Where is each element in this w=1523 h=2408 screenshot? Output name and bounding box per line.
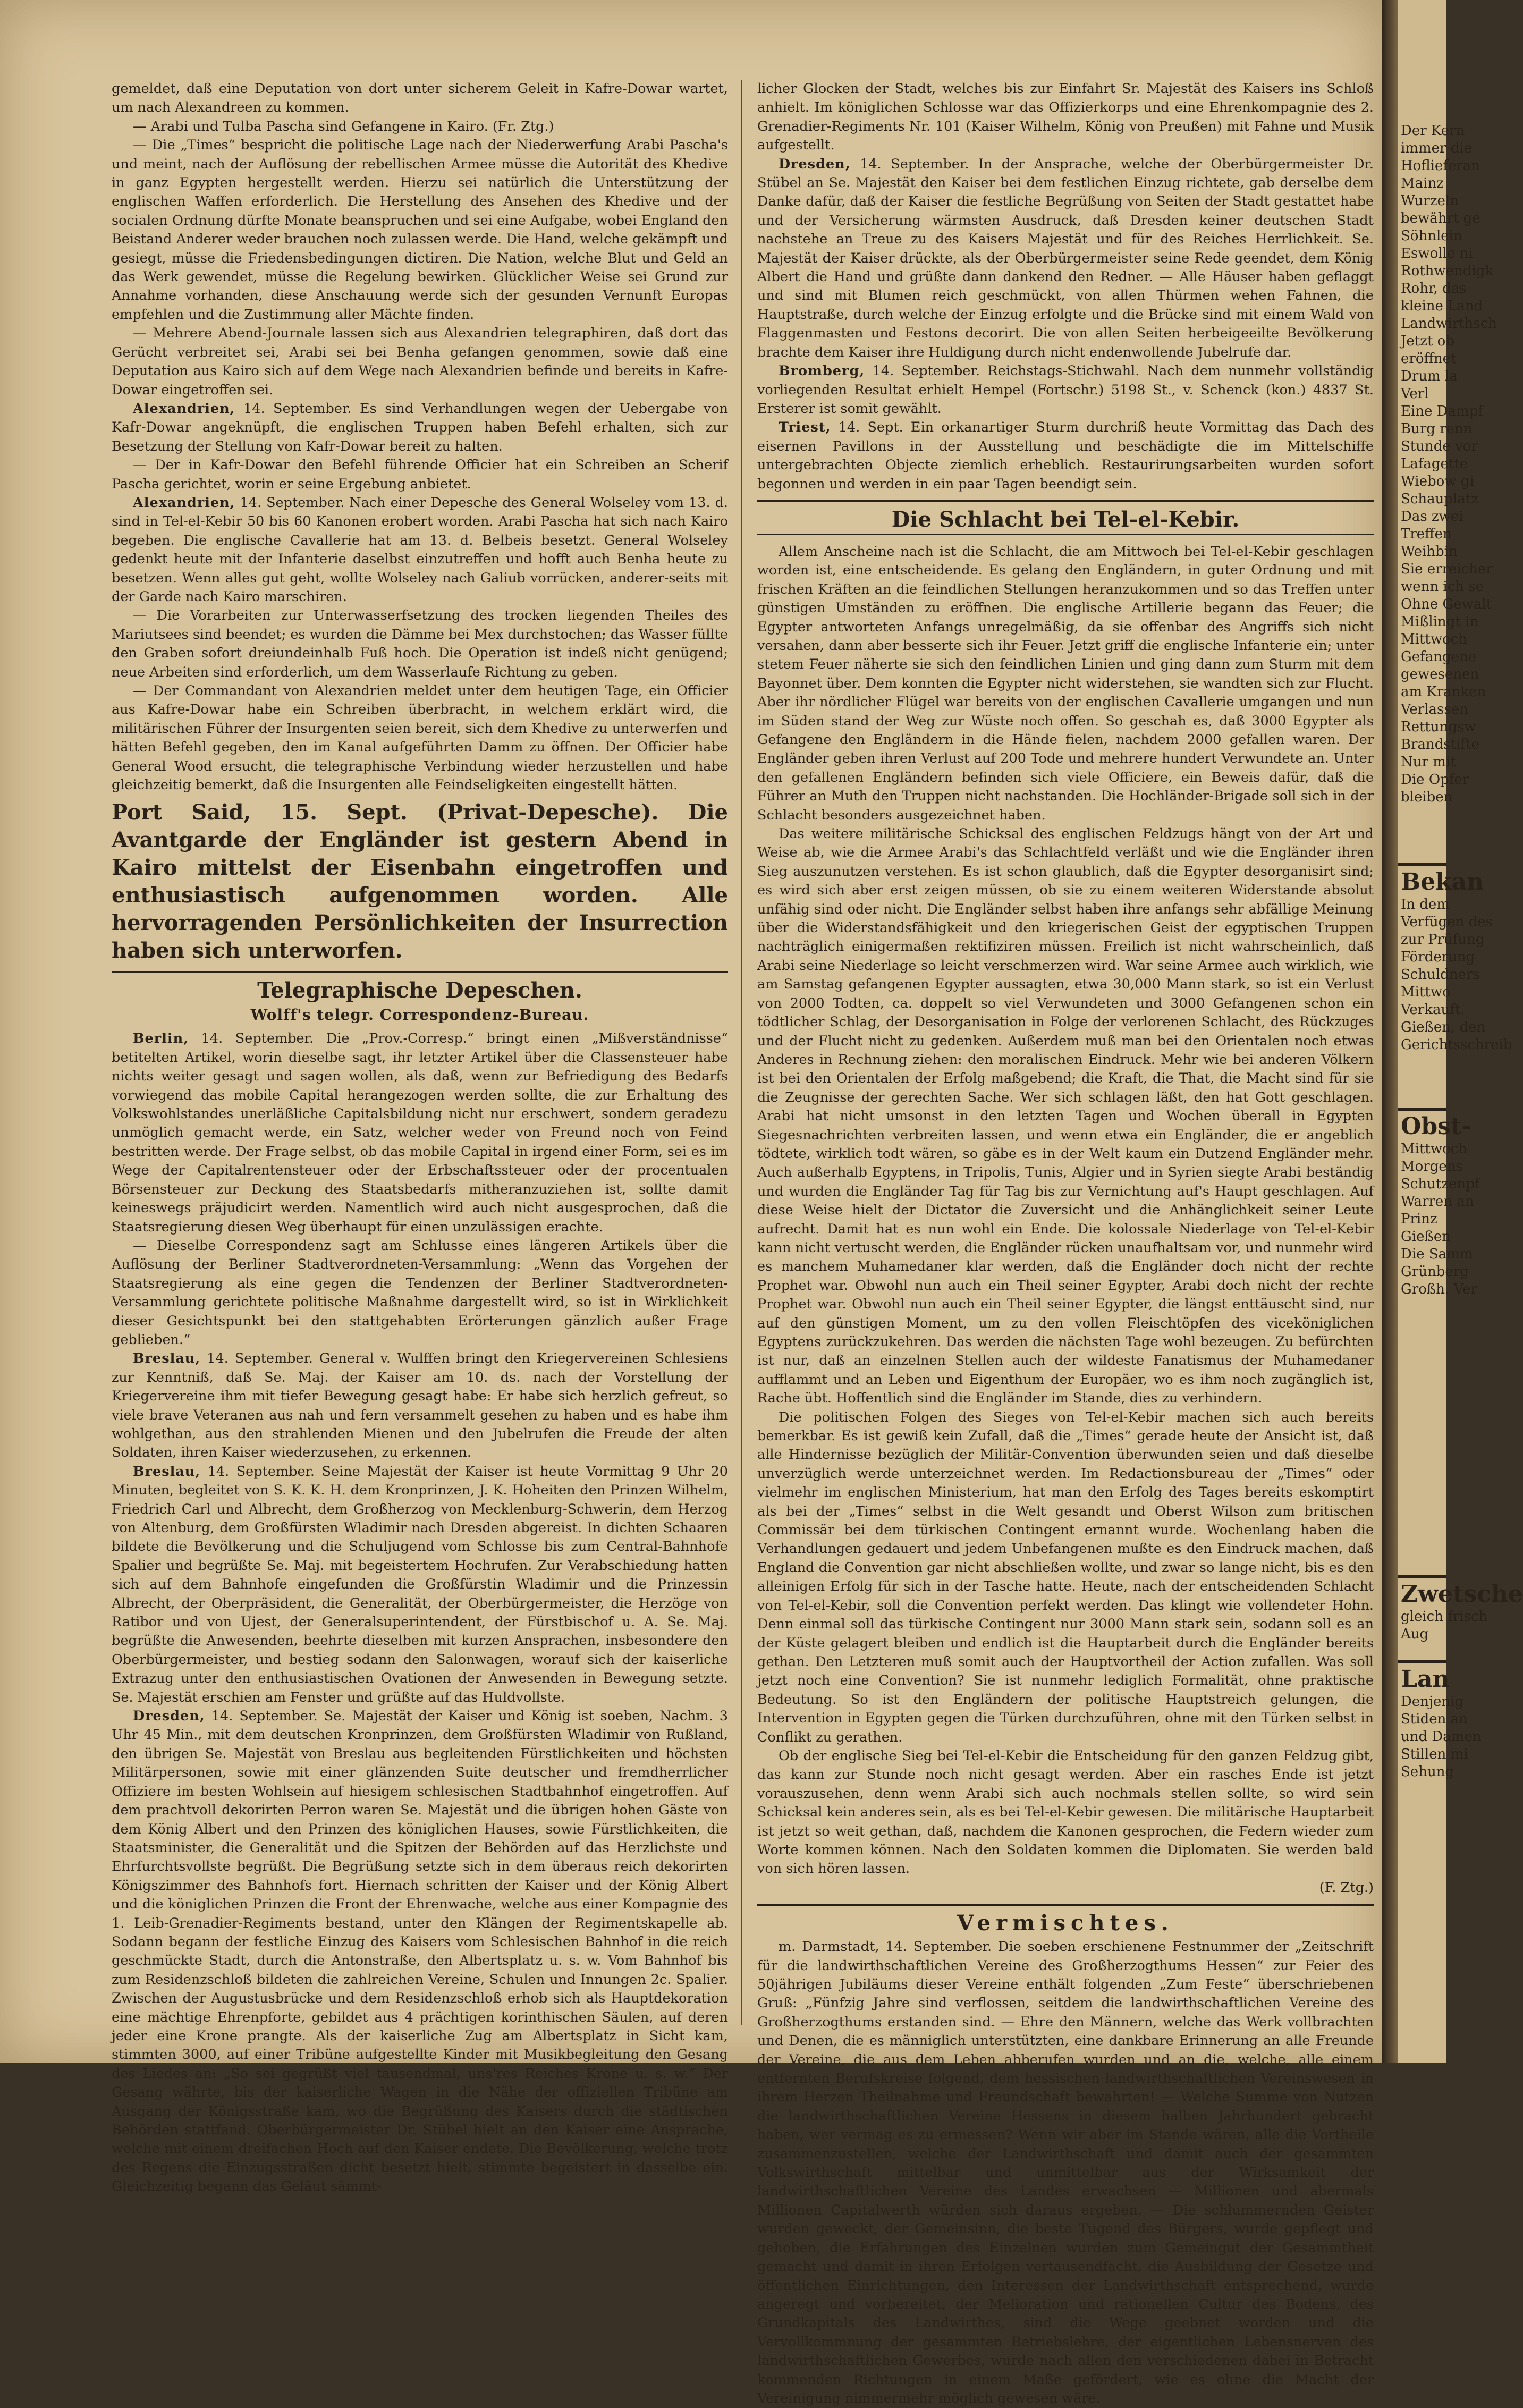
fragment-line: wenn ich se	[1401, 579, 1484, 595]
fragment-line: Großh. Ver	[1401, 1281, 1477, 1297]
report-text: 14. September. Nach einer Depesche des General Wolseley vom 13. d. sind in Tel-el-Kebir 50 bis 60 Kanonen erobert worden. Arabi Pascha hat sich nach Kairo begeben. Die englische Cavallerie hat am 13. d. Belbeis besetzt. General Wolseley gedenkt heute mit der Infanterie daselbst einzutreffen und hofft auch Benha heute zu besetzen. Wenn alles gut geht, wollte Wolseley nach Galiub vorrücken, anderer-seits mit der Garde nach Kairo marschiren.	[112, 494, 728, 605]
misc-heading: Vermischtes.	[957, 1911, 1174, 1936]
fragment-line: Verlassen	[1401, 702, 1468, 717]
fragment-line: Drum la	[1401, 368, 1458, 384]
report	[757, 418, 1374, 494]
paragraph: gemeldet, daß eine Deputation von dort unter sicherem Geleit in Kafre-Dowar wartet, um nach Alexandreen zu kommen.	[112, 81, 728, 116]
telegram	[112, 1349, 728, 1462]
telegram	[112, 1707, 728, 2196]
telegram-text: 14. September. General v. Wulffen bringt den Kriegervereinen Schlesiens zur Kenntniß, daß Se. Maj. der Kaiser am 10. ds. nach der Vorstellung der Kriegervereine ihm mit tiefer Bewegung gesagt habe: Er habe sich herzlich gefreut, so viele brave Veteranen aus nah und fern versammelt gesehen zu haben und es habe ihm wohlgethan, aus den strahlenden Mienen und den Jubelrufen die Freude der alten Soldaten, ihren Kaiser wiederzusehen, zu erkennen.	[112, 1350, 728, 1461]
fragment-lines	[1398, 896, 1512, 1054]
telegram	[112, 1029, 728, 1236]
fragment-line: Hoflieferan	[1401, 158, 1480, 174]
fragment-line: Schutzenpf	[1401, 1176, 1480, 1192]
fragment-line: bleiben	[1401, 789, 1453, 805]
paragraph: licher Glocken der Stadt, welches bis zur Einfahrt Sr. Majestät des Kaisers ins Schloß anhielt. Im königlichen Schlosse war das Offizierkorps und eine Ehrenkompagnie des 2. Grenadier-Regiments Nr. 101 (Kaiser Wilhelm, König von Preußen) mit Fahne und Musik aufgestellt.	[757, 81, 1374, 154]
fragment-line: Wiebow gi	[1401, 474, 1474, 489]
paragraph: — Arabi und Tulba Pascha sind Gefangene in Kairo. (Fr. Ztg.)	[133, 118, 554, 134]
fragment-line: In dem	[1401, 897, 1450, 912]
fragment-rule	[1398, 863, 1446, 866]
fragment-line: Burg renn	[1401, 421, 1473, 437]
fragment-heading: Obst-	[1401, 1113, 1471, 1140]
fragment-line: Sehung	[1401, 1764, 1454, 1780]
telegrams-heading: Telegraphische Depeschen.	[257, 978, 582, 1003]
fragment-line: Eswolle ni	[1401, 246, 1473, 261]
fragment-block	[1398, 122, 1497, 806]
fragment-line: Verl	[1401, 386, 1429, 402]
report-text: 14. September. In der Ansprache, welche der Oberbürgermeister Dr. Stübel an Se. Majestät den Kaiser bei dem festlichen Einzug richtete, gab derselbe dem Danke dafür, daß der Kaiser die festliche Begrüßung von Seiten der Stadt gestattet habe und der Versicherung wärmsten Ausdruck, daß Dresden keiner deutschen Stadt nachstehe an Treue zu des Kaisers Majestät und für des Reiches Herrlichkeit. Se. Majestät der Kaiser drückte, als der Oberbürgermeister seine Rede geendet, dem König Albert die Hand und grüßte dann dankend den Redner. — Alle Häuser haben geflaggt und sind mit Blumen reich geschmückt, von allen Thürmen wehen Fahnen, die Hauptstraße, durch welche der Einzug erfolgte und die Brücke sind mit einem Wald von Flaggenmasten und Festons decorirt. Die von allen Seiten herbeigeeilte Bevölkerung brachte dem Kaiser ihre Huldigung durch nicht endenwollende Jubelrufe dar.	[757, 156, 1374, 360]
fragment-line: Gießen	[1401, 1229, 1451, 1245]
fragment-line: Die Samm	[1401, 1246, 1473, 1262]
fragment-line: Grünberg	[1401, 1264, 1469, 1280]
fragment-line: Mittwo	[1401, 984, 1451, 1000]
fragment-block	[1398, 1573, 1523, 1643]
section-rule	[757, 500, 1374, 502]
adjacent-page-fragment	[1398, 0, 1523, 2063]
telegram-text: 14. September. Se. Majestät der Kaiser und König ist soeben, Nachm. 3 Uhr 45 Min., mit dem deutschen Kronprinzen, dem Großfürsten Wladimir von Rußland, den übrigen Se. Majestät von Breslau aus begleitenden Fürstlichkeiten und höchsten Militärpersonen, sowie mit einer glänzenden Suite deutscher und fremdherrlicher Offiziere im besten Wohlsein auf hiesigem schlesischen Stadtbahnhof eingetroffen. Auf dem prachtvoll dekorirten Perron waren Se. Majestät und die übrigen hohen Gäste von dem König Albert und den Prinzen des königlichen Hauses, sowie Fürstlichkeiten, die Staatsminister, die Generalität und die Spitzen der Behörden auf das Herzlichste und Ehrfurchtsvollste begrüßt. Die Begrüßung setzte sich in dem überaus reich dekorirten Königszimmer des Bahnhofs fort. Hiernach schritten der Kaiser und der König Albert und die königlichen Prinzen die Front der Ehrenwache, welche aus einer Kompagnie des 1. Leib-Grenadier-Regiments bestand, unter den Klängen der Regimentskapelle ab. Sodann begann der festliche Einzug des Kaisers vom Schlesischen Bahnhof in die reich geschmückte Stadt, durch die Antonstraße, den Albertsplatz u. s. w. Vom Bahnhof bis zum Residenzschloß bildeten die zahlreichen Vereine, Schulen und Innungen 2c. Spalier. Zwischen der Augustusbrücke und dem Residenzschloß erhob sich als Hauptdekoration eine mächtige Ehrenpforte, gebildet aus 4 prächtigen korinthischen Säulen, auf deren jeder eine Krone prangte. Als der kaiserliche Zug am Albertsplatz in Sicht kam, stimmten 3000, auf einer Tribüne aufgestellte Kinder mit Musikbegleitung den Gesang des Liedes an: „So sei gegrüßt viel tausendmal, uns'res Reiches Krone u. s. w.“ Der Gesang währte, bis der kaiserliche Wagen in die Nähe der offiziellen Tribüne am Ausgang der Königsstraße kam, wo die Begrüßung des Kaisers durch die städtischen Behörden stattfand. Oberbürgermeister Dr. Stübel hielt an den Kaiser eine Ansprache, welche mit einem dreifachen Hoch auf den Kaiser endete. Die Bevölkerung, welche trotz des Regens die Einzugsstraßen dicht besetzt hielt, stimmte begeistert in dasselbe ein. Gleichzeitig begann das Geläut sämmt-	[112, 1708, 728, 2195]
report-text: 14. September. Es sind Verhandlungen wegen der Uebergabe von Kafr-Dowar angeknüpft, die englischen Truppen haben Befehl erhalten, sich zur Besetzung der Stellung von Kafr-Dowar bereit zu halten.	[112, 400, 728, 454]
fragment-rule	[1398, 1108, 1446, 1111]
telegram-place: Dresden,	[133, 1708, 205, 1725]
fragment-lines	[1398, 1693, 1482, 1781]
fragment-line: am Kranken	[1401, 684, 1486, 700]
fragment-line: Treffen	[1401, 526, 1452, 542]
fragment-line: Gerichtsschreib	[1401, 1037, 1512, 1053]
fragment-block	[1398, 861, 1512, 1054]
report-text: — Der in Kafr-Dowar den Befehl führende Officier hat ein Schreiben an Scherif Pascha gerichtet, worin er seine Ergebung anbietet.	[112, 457, 728, 492]
report	[112, 606, 728, 682]
fragment-block	[1398, 1658, 1482, 1781]
fragment-line: und Damen	[1401, 1729, 1482, 1745]
report	[112, 456, 728, 494]
telegram-place: Berlin,	[133, 1030, 189, 1047]
fragment-line: Morgens	[1401, 1159, 1463, 1175]
telegram-text: 14. September. Seine Majestät der Kaiser ist heute Vormittag 9 Uhr 20 Minuten, begleitet von S. K. K. H. dem Kronprinzen, J. K. Hoheiten den Prinzen Wilhelm, Friedrich Carl und Albrecht, dem Großherzog von Mecklenburg-Schwerin, dem Herzog von Altenburg, dem Großfürsten Wladimir nach Dresden abgereist. In dichten Schaaren bildete die Bevölkerung und die Schuljugend vom Schlosse bis zum Central-Bahnhofe Spalier und begrüßte Se. Maj. mit begeistertem Hochrufen. Zur Verabschiedung hatten sich auf dem Bahnhofe eingefunden die Großfürstin Wladimir und die Prinzessin Albrecht, der Oberpräsident, die Generalität, der Oberbürgermeister, die Herzöge von Ratibor und von Ujest, der Generalsuperintendent, der Fürstbischof u. A. Se. Maj. begrüßte die Anwesenden, beehrte dieselben mit kurzen Ansprachen, insbesondere den Oberbürgermeister, und bestieg sodann den Salonwagen, worauf sich der kaiserliche Extrazug unter den enthusiastischen Ovationen der Anwesenden in Bewegung setzte. Se. Majestät erschien am Fenster und grüßte auf das Huldvollste.	[112, 1463, 728, 1705]
fragment-line: Ohne Gewalt	[1401, 596, 1492, 612]
fragment-line: Schauplatz	[1401, 491, 1478, 507]
report	[112, 400, 728, 456]
paragraph: Allem Anscheine nach ist die Schlacht, die am Mittwoch bei Tel-el-Kebir geschlagen worden ist, eine entscheidende. Es gelang den Engländern, in guter Ordnung und mit frischen Kräften an die feindlichen Stellungen heranzukommen und so das Treffen unter günstigen Umständen zu eröffnen. Die englische Artillerie begann das Feuer; die Egypter antworteten Anfangs unregelmäßig, da sie offenbar des Angriffs sich nicht versahen, dann aber besserte sich ihr Feuer. Jetzt griff die englische Infanterie ein; unter stetem Feuer näherte sie sich den feindlichen Linien und ging dann zum Sturm mit dem Bayonnet über. Dem konnten die Egypter nicht widerstehen, sie wandten sich zur Flucht. Aber ihr nördlicher Flügel war bereits von der englischen Cavallerie umgangen und nun im Süden stand der Weg zur Wüste noch offen. So geschah es, daß 3000 Egypter als Gefangene den Engländern in die Hände fielen, nachdem 2000 gefallen waren. Der Engländer geben ihren Verlust auf 200 Tode und mehrere hundert Verwundete an. Unter den gefallenen Engländern befinden sich viele Officiere, ein Beweis dafür, daß die Führer an Muth den Truppen nicht nachstanden. Die Hochländer-Brigade soll sich in der Schlacht besonders ausgezeichnet haben.	[757, 543, 1374, 823]
fragment-rule	[1398, 1575, 1446, 1578]
telegram	[112, 1237, 728, 1349]
fragment-line: Lafagette	[1401, 456, 1468, 472]
port-said-bulletin: Port Said, 15. Sept. (Privat-Depesche). Die Avantgarde der Engländer ist gestern Abend in Kairo mittelst der Eisenbahn eingetroffen und enthusiastisch aufgenommen worden. Alle hervorragenden Persönlichkeiten der Insurrection haben sich unterworfen.	[112, 800, 728, 964]
fragment-line: Söhnlein	[1401, 228, 1462, 244]
fragment-line: Sie erreicher	[1401, 561, 1493, 577]
report-place: Alexandrien,	[133, 400, 235, 417]
left-column	[112, 80, 728, 2195]
fragment-line: eröffnet	[1401, 351, 1457, 367]
source-credit: (F. Ztg.)	[1319, 1879, 1374, 1896]
fragment-line: Schuldners	[1401, 967, 1480, 983]
report-place: Alexandrien,	[133, 494, 235, 511]
fragment-line: Nur mit	[1401, 754, 1456, 770]
fragment-line: Mißlingt in	[1401, 614, 1479, 630]
fragment-line: Aug	[1401, 1626, 1429, 1642]
report-place: Bromberg,	[779, 363, 865, 379]
fragment-line: Verfügen des	[1401, 914, 1493, 930]
fragment-line: Brandstifte	[1401, 737, 1479, 753]
fragment-line: Rothwendigk	[1401, 263, 1494, 279]
report	[112, 494, 728, 606]
telegram-text: 14. September. Die „Prov.-Corresp.“ bringt einen „Mißverständnisse“ betitelten Artikel, worin dieselbe sagt, ihr letzter Artikel über die Classensteuer habe nichts weiter gesagt und sagen wollen, als daß, wenn zur Befriedigung des Bedarfs vorwiegend das mobile Capital herangezogen werden sollte, die zur Erhaltung des Volkswohlstandes unerläßliche Capitalsbildung nicht nur erschwert, sondern geradezu unmöglich gemacht werde, ein Satz, welcher weder von Freund noch von Feind bestritten werde. Der Frage selbst, ob das mobile Capital in irgend einer Form, sei es im Wege der Capitalrentensteuer oder der Erbschaftssteuer oder der procentualen Börsensteuer zur Deckung des Staatsbedarfs mitheranzuziehen ist, sollte damit keineswegs präjudicirt werden. Namentlich wird auch nicht ausgesprochen, daß die Staatsregierung diesen Weg überhaupt für einen unzulässigen erachte.	[112, 1030, 728, 1235]
fragment-lines	[1398, 1608, 1488, 1643]
fragment-line: Eine Dampf	[1401, 403, 1483, 419]
fragment-line: Stiden an	[1401, 1711, 1468, 1727]
fragment-line: Rettungsw	[1401, 719, 1476, 735]
fragment-line: Wurzeln	[1401, 193, 1459, 209]
fragment-line: Stillen mi	[1401, 1746, 1468, 1762]
report-text: 14. Sept. Ein orkanartiger Sturm durchriß heute Vormittag das Dach des eisernen Pavillons in der Ausstellung und beschädigte die im Mittelschiffe untergebrachten Objecte ziemlich erheblich. Restaurirungsarbeiten wurden sofort begonnen und werden in ein paar Tagen beendigt sein.	[757, 419, 1374, 492]
fragment-lines	[1398, 1140, 1480, 1298]
report-text: 14. September. Reichstags-Stichwahl. Nach dem nunmehr vollständig vorliegenden Resultat erhielt Hempel (Fortschr.) 5198 St., v. Schenck (kon.) 4837 St. Ersterer ist somit gewählt.	[757, 363, 1374, 417]
report	[757, 155, 1374, 362]
battle-heading: Die Schlacht bei Tel-el-Kebir.	[891, 506, 1240, 532]
fragment-line: Weihbin	[1401, 544, 1458, 560]
page-gutter	[1382, 0, 1398, 2063]
telegram-place: Breslau,	[133, 1463, 201, 1480]
fragment-line: Landwirthsch	[1401, 316, 1497, 332]
fragment-rule	[1398, 1660, 1446, 1663]
fragment-line: kleine Land	[1401, 298, 1483, 314]
telegram-place: Breslau,	[133, 1350, 201, 1367]
fragment-heading: Zwetsche	[1401, 1581, 1523, 1608]
telegram	[112, 1463, 728, 1707]
heading-underline	[757, 534, 1374, 535]
fragment-line: Warren an	[1401, 1194, 1474, 1210]
fragment-line: Verkauft.	[1401, 1002, 1465, 1018]
telegrams-subheading: Wolff's telegr. Correspondenz-Bureau.	[250, 1006, 589, 1024]
fragment-line: Stunde vor	[1401, 438, 1478, 454]
report	[757, 362, 1374, 418]
fragment-line: immer die	[1401, 140, 1473, 156]
fragment-line: bewährt ge	[1401, 210, 1480, 226]
report-text: — Der Commandant von Alexandrien meldet unter dem heutigen Tage, ein Officier aus Kafre-Dowar habe ein Schreiben überbracht, in welchem erklärt wird, die militärischen Führer der Insurgenten seien bereit, sich dem Khedive zu unterwerfen und hätten Befehl gegeben, den im Kanal aufgeführten Damm zu öffnen. Der Officier habe General Wood ersucht, die telegraphische Verbindung wieder herzustellen und habe gleichzeitig bemerkt, daß die Insurgenten alle Feindseligkeiten eingestellt hätten.	[112, 683, 728, 793]
fragment-line: Rohr, das	[1401, 281, 1467, 297]
paragraph: Die politischen Folgen des Sieges von Tel-el-Kebir machen sich auch bereits bemerkbar. Es ist gewiß kein Zufall, daß die „Times“ gerade heute der Ansicht ist, daß alle Hindernisse bezüglich der Militär-Convention überwunden seien und daß dieselbe unverzüglich werde unterzeichnet werden. Im Redactionsbureau der „Times“ oder vielmehr im englischen Ministerium, hat man den Erfolg des Tages bereits eskomptirt als bei der „Times“ selbst in die Welt gesandt und Oberst Wilson zum britischen Commissär bei dem türkischen Contingent ernannt wurde. Wochenlang haben die Verhandlungen gedauert und jedem Unbefangenen mußte es den Eindruck machen, daß England die Convention gar nicht abschließen wollte, und zwar so lange nicht, bis es den alleinigen Erfolg für sich in der Tasche hatte. Heute, nach der entscheidenden Schlacht von Tel-el-Kebir, soll die Convention perfekt werden. Das klingt wie vollendeter Hohn. Denn einmal soll das türkische Contingent nur 3000 Mann stark sein, sodann soll es an der Küste gelagert bleiben und endlich ist die Hauptarbeit durch die Engländer bereits gethan. Den Letzteren muß somit auch der Hauptvortheil der Action zufallen. Was soll jetzt noch eine Convention? Sie ist nunmehr lediglich Formalität, ohne praktische Bedeutung. So ist den Engländern der politische Hauptstreich gelungen, die Intervention in Egypten gegen die Türken durchzuführen, ohne mit den Türken selbst in Conflikt zu gerathen.	[757, 1409, 1374, 1745]
paragraph: m. Darmstadt, 14. September. Die soeben erschienene Festnummer der „Zeitschrift für die landwirthschaftlichen Vereine des Großherzogthums Hessen“ zur Feier des 50jährigen Jubiläums dieser Vereine enthält folgenden „Zum Feste“ überschriebenen Gruß: „Fünfzig Jahre sind verflossen, seitdem die landwirthschaftlichen Vereine des Großherzogthums erstanden sind. — Ehre den Männern, welche das Werk vollbrachten und Denen, die es männiglich unterstützten, eine dankbare Erinnerung an alle Freunde der Vereine, die aus dem Leben abberufen wurden und an die, welche, alle einem entfernten Berufskreise folgend, dem hessischen landwirthschaftlichen Vereinswesen in ihrem Herzen Theilnahme und Freundschaft bewahrten! — Welche Summe von Nutzen die landwirthschaftlichen Vereine Hessens in diesem halben Jahrhundert gebracht haben, wer vermag es zu ermessen? Wenn wir aber im Stande wären, alle die Vortheile zusammenzustellen, welche der Landwirthschaft und damit auch der gesammten Volkswirthschaft mittelbar und unmittelbar aus der Wirksamkeit der landwirthschaftlichen Vereine des Landes erwachsen — Millionen und abermals Millionen Capitalwerth würden sich daraus ergeben. — Die schlummernden Geister wurden geweckt, der Gemeinsinn, die beste Tugend des Bürgers, wurde gepflegt und gehoben, die Erfahrungen des Einzelnen wurden zum Gemeingut der Gesammtheit gemacht und damit in ihren Erfolgen vertausendfacht, die Ausbildung der Gesetze und öffentlichen Einrichtungen, den Interessen der Landwirthschaft entsprechend, wurde angeregt und vorbereitet, der Melioration und rationellen Cultur des Bodens, des Grundkapitals des Landwirthes, sind die Wege geebnet worden und die Vervollkommnung der gesammten Betriebslehre, der eigentlichen Lebensnerven des landwirthschaftlichen Gewerbes, wurde nach allen den verschiedenen dabei in Betracht kommenden Richtungen in einem Maße gefördert, wie es ohne die Macht der Vereinigung nimmermehr möglich gewesen wäre.	[757, 1939, 1374, 2406]
column-divider	[741, 80, 742, 2025]
fragment-line: Das zwei	[1401, 509, 1463, 525]
fragment-line: Gießen, den	[1401, 1019, 1486, 1035]
right-column	[757, 80, 1374, 2406]
paragraph: Ob der englische Sieg bei Tel-el-Kebir die Entscheidung für den ganzen Feldzug gibt, das kann zur Stunde noch nicht gesagt werden. Aber ein rasches Ende ist jetzt vorauszusehen, denn wenn Arabi sich auch nochmals stellen sollte, so wird sein Schicksal kein anderes sein, als es bei Tel-el-Kebir gewesen. Die militärische Hauptarbeit ist jetzt so weit gethan, daß, nachdem die Kanonen gesprochen, die Federn wieder zum Worte kommen können. Nach den Soldaten kommen die Diplomaten. Sie werden bald von sich hören lassen.	[757, 1747, 1374, 1877]
report	[112, 682, 728, 795]
fragment-line: Mittwoch	[1401, 1141, 1468, 1157]
fragment-line: Die Opfer	[1401, 772, 1469, 788]
fragment-heading: Bekan	[1401, 868, 1484, 895]
paragraph: — Mehrere Abend-Journale lassen sich aus Alexandrien telegraphiren, daß dort das Gerücht verbreitet sei, Arabi sei bei Benha gefangen genommen, sowie daß eine Deputation aus Kairo sich auf dem Wege nach Alexandrien befinde und bereits in Kafre-Dowar eingetroffen sei.	[112, 325, 728, 398]
paragraph: — Die „Times“ bespricht die politische Lage nach der Niederwerfung Arabi Pascha's und meint, nach der Auflösung der rebellischen Armee müsse die Autorität des Khedive in ganz Egypten hergestellt werden. Hierzu sei natürlich die Unterstützung der englischen Waffen erforderlich. Die Herstellung des Ansehen des Khedive und der socialen Ordnung dürfte Monate beanspruchen und sei eine Aufgabe, wobei England den Beistand Anderer weder brauchen noch zulassen werde. Die Hand, welche gekämpft und gesiegt, müsse die Friedensbedingungen dictiren. Die Nation, welche Blut und Geld an das Werk gewendet, müsse die Regelung bewirken. Glücklicher Weise sei Grund zur Annahme vorhanden, diese Anschauung werde sich der gesunden Vernunft Europas empfehlen und die Zustimmung aller Mächte finden.	[112, 137, 728, 323]
fragment-line: gewesenen	[1401, 666, 1479, 682]
fragment-line: Mittwoch	[1401, 631, 1468, 647]
fragment-line: Mainz	[1401, 175, 1444, 191]
fragment-line: Förderung	[1401, 949, 1475, 965]
section-rule	[757, 1904, 1374, 1906]
fragment-line: Der Kern	[1401, 123, 1465, 139]
report-text: — Die Vorarbeiten zur Unterwasserfsetzung des trocken liegenden Theiles des Mariutsees sind beendet; es wurden die Dämme bei Mex durchstochen; das Wasser füllte den Graben sofort dreiundeinhalb Fuß hoch. Die Operation ist indeß nicht genügend; neue Arbeiten sind erforderlich, um dem Wasserlaufe Richtung zu geben.	[112, 607, 728, 680]
fragment-line: Gefangene	[1401, 649, 1477, 665]
fragment-block	[1398, 1105, 1480, 1298]
report-place: Triest,	[779, 419, 831, 436]
fragment-line: Prinz	[1401, 1211, 1437, 1227]
paragraph: Das weitere militärische Schicksal des englischen Feldzugs hängt von der Art und Weise ab, wie die Armee Arabi's das Schlachtfeld verläßt und wie die Engländer ihren Sieg auszunutzen verstehen. Es ist schon glaublich, daß die Egypter desorganisirt sind; es wird sich aber erst zeigen müssen, ob sie zu einem weiteren Widerstande absolut unfähig sind oder nicht. Die Engländer selbst haben ihre anfangs sehr abfällige Meinung über die Widerstandsfähigkeit und den kriegerischen Geist der egyptischen Truppen nachträglich einigermaßen rektifiziren müssen. Freilich ist nicht wahrscheinlich, daß Arabi seine Niederlage so leicht verschmerzen wird. War seine Armee auch wirklich, wie am Samstag gefangenen Egypter aussagten, etwa 30,000 Mann stark, so ist ein Verlust von 2000 Todten, ca. doppelt so viel Verwundeten und 3000 Gefangenen schon ein tödtlicher Schlag, der Desorganisation in Folge der verlorenen Schlacht, des Rückzuges und der Flucht nicht zu gedenken. Außerdem muß man bei den Orientalen noch etwas Anderes in Rechnung ziehen: den moralischen Eindruck. Mehr wie bei anderen Völkern ist bei den Orientalen der Erfolg maßgebend; die Kraft, die That, die Macht sind für sie die Zeugnisse der gerechten Sache. Wer sich schlagen läßt, den hat Gott geschlagen. Arabi hat nicht umsonst in den letzten Tagen und Wochen überall in Egypten Siegesnachrichten verbreiten lassen, und wenn etwa ein Engländer, die er angeblich tödtete, wirklich todt wären, so gäbe es in der Welt kaum ein Dutzend Engländer mehr. Auch außerhalb Egyptens, in Tripolis, Tunis, Algier und in Syrien siegte Arabi beständig und wurden die Engländer Tag für Tag bis zur Vernichtung auf's Haupt geschlagen. Auf diese Weise hielt der Dictator die Zuversicht und die Anhänglichkeit seiner Leute aufrecht. Damit hat es nun wohl ein Ende. Die kolossale Niederlage von Tel-el-Kebir kann nicht vertuscht werden, die Engländer rücken unaufhaltsam vor, und nunmehr wird es manchem Muhamedaner klar werden, daß die Engländer doch nicht der rechte Prophet war. Obwohl nun auch ein Theil seiner Egypter, Arabi doch nicht der rechte Prophet war. Obwohl nun auch ein Theil seiner Egypter, die längst enttäuscht sind, nur auf den günstigen Moment, um zu den vollen Fleischtöpfen des viceköniglichen Egyptens zurückzukehren. Das werden die nächsten Tage wohl bezeugen. Zu befürchten ist nur, daß an einzelnen Stellen auch der wildeste Fanatismus der Muhamedaner aufflammt und an Leben und Eigenthum der Europäer, wo es ihm noch zugänglich ist, Rache übt. Hoffentlich sind die Engländer im Stande, dies zu verhindern.	[757, 826, 1374, 1407]
fragment-line: Jetzt ob	[1401, 333, 1454, 349]
fragment-line: Denjenig	[1401, 1694, 1464, 1710]
report-place: Dresden,	[779, 156, 851, 172]
fragment-heading: Lan	[1401, 1666, 1450, 1693]
fragment-line: zur Prüfung	[1401, 932, 1485, 948]
fragment-line: gleich frisch	[1401, 1609, 1488, 1625]
section-rule	[112, 971, 728, 973]
telegram-text: — Dieselbe Correspondenz sagt am Schlusse eines längeren Artikels über die Auflösung der Berliner Stadtverordneten-Versammlung: „Wenn das Vorgehen der Staatsregierung als eine gegen die Tendenzen der Berliner Stadtverordneten-Versammlung gerichtete politische Maßnahme dargestellt wird, so ist in Wirklichkeit dieser Gesichtspunkt bei den stattgehabten Erörterungen gänzlich außer Frage geblieben.“	[112, 1237, 728, 1348]
